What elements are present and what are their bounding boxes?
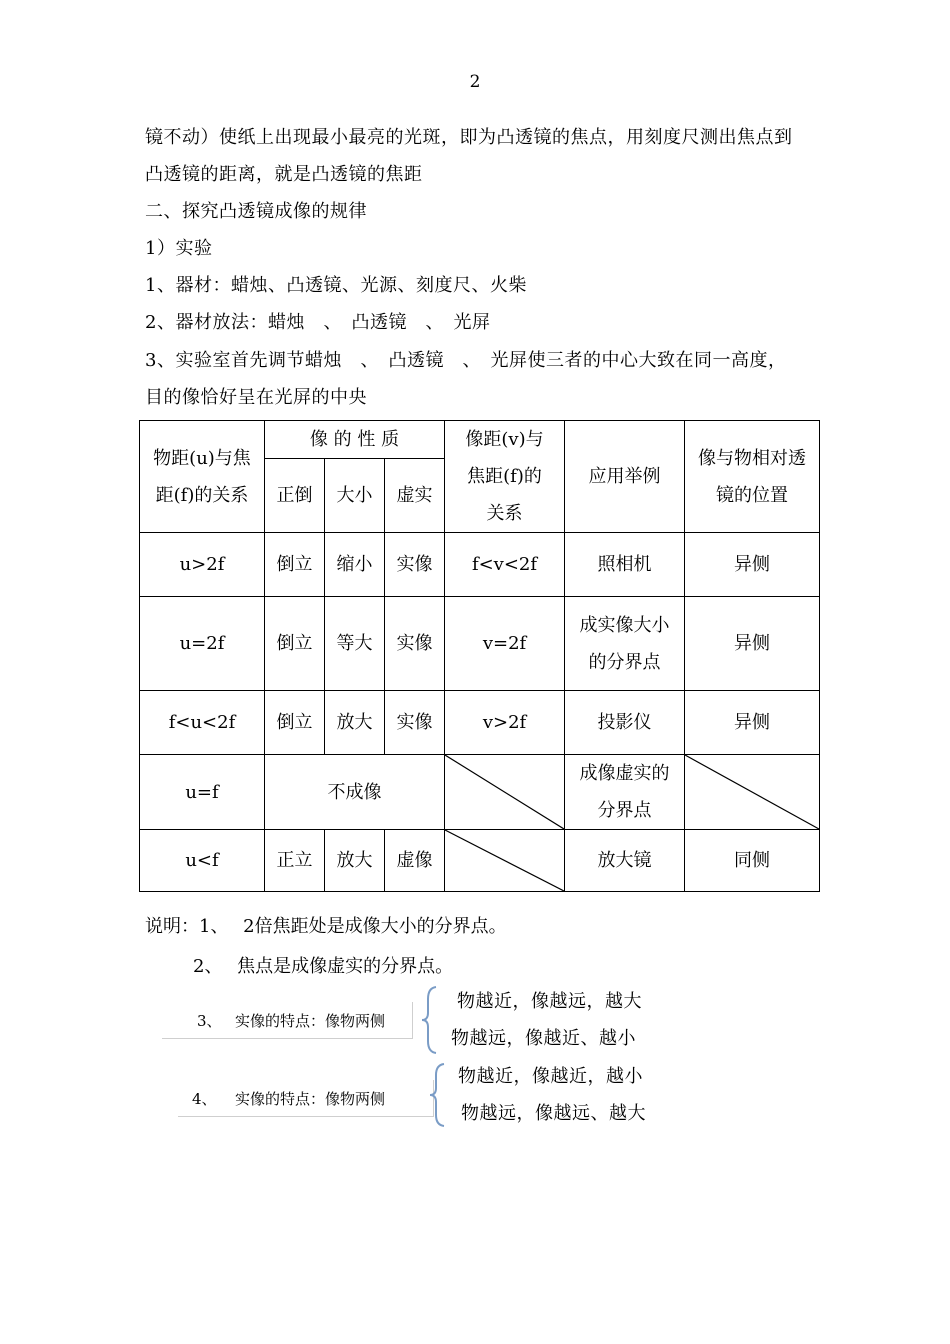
cell-application: 投影仪	[565, 691, 685, 755]
cell-size: 缩小	[325, 533, 385, 597]
paragraph-line: 1、器材：蜡烛、凸透镜、光源、刻度尺、火柴	[145, 275, 527, 296]
cell-position: 异侧	[685, 533, 820, 597]
diagonal-slash	[685, 755, 819, 829]
rule-4-number: 4、	[192, 1090, 217, 1108]
header-object-distance: 物距(u)与焦 距(f)的关系	[140, 421, 265, 533]
cell-orientation: 正立	[265, 830, 325, 892]
cell-position: 异侧	[685, 597, 820, 691]
cell-position: 同侧	[685, 830, 820, 892]
left-brace-icon	[420, 985, 440, 1055]
page-number: 2	[469, 72, 481, 92]
cell-position: 异侧	[685, 691, 820, 755]
rule-3-line-2: 物越远，像越近、越小	[451, 1028, 636, 1049]
header-relative-position: 像与物相对透 镜的位置	[685, 421, 820, 533]
cell-no-image: 不成像	[265, 755, 445, 830]
cell-u: f<u<2f	[140, 691, 265, 755]
cell-empty-diagonal	[445, 830, 565, 892]
cell-application: 照相机	[565, 533, 685, 597]
cell-u: u=f	[140, 755, 265, 830]
diagonal-slash	[445, 830, 564, 891]
header-size: 大小	[325, 459, 385, 533]
rule-3-label-box	[162, 1002, 413, 1039]
note-2: 2、 焦点是成像虚实的分界点。	[193, 956, 454, 977]
cell-application: 放大镜	[565, 830, 685, 892]
cell-size: 等大	[325, 597, 385, 691]
cell-real-virtual: 实像	[385, 691, 445, 755]
rule-3-line-1: 物越近，像越远，越大	[457, 991, 642, 1012]
rule-3-label: 实像的特点：像物两侧	[235, 1012, 386, 1030]
table-row	[140, 597, 820, 691]
cell-empty-diagonal	[685, 755, 820, 830]
header-real-virtual: 虚实	[385, 459, 445, 533]
rule-4-label-box	[178, 1080, 434, 1117]
cell-u: u<f	[140, 830, 265, 892]
note-1: 说明：1、 2倍焦距处是成像大小的分界点。	[145, 916, 507, 937]
table-row	[140, 830, 820, 892]
paragraph-line: 3、实验室首先调节蜡烛 、 凸透镜 、 光屏使三者的中心大致在同一高度，	[145, 350, 787, 371]
cell-real-virtual: 虚像	[385, 830, 445, 892]
lens-imaging-table	[139, 420, 820, 892]
header-application: 应用举例	[565, 421, 685, 533]
paragraph-line: 目的像恰好呈在光屏的中央	[145, 387, 367, 408]
rule-4-line-1: 物越近，像越近，越小	[458, 1066, 643, 1087]
cell-size: 放大	[325, 691, 385, 755]
cell-real-virtual: 实像	[385, 597, 445, 691]
cell-size: 放大	[325, 830, 385, 892]
header-image-distance: 像距(v)与 焦距(f)的 关系	[445, 421, 565, 533]
cell-v: f<v<2f	[445, 533, 565, 597]
rule-3-number: 3、	[197, 1012, 222, 1030]
diagonal-slash	[445, 755, 564, 829]
header-orientation: 正倒	[265, 459, 325, 533]
table-row	[140, 533, 820, 597]
cell-v: v>2f	[445, 691, 565, 755]
cell-application: 成像虚实的 分界点	[565, 755, 685, 830]
paragraph-line: 2、器材放法：蜡烛 、 凸透镜 、 光屏	[145, 312, 491, 333]
paragraph-line: 凸透镜的距离，就是凸透镜的焦距	[145, 164, 423, 185]
section-heading: 二、探究凸透镜成像的规律	[145, 201, 367, 222]
cell-orientation: 倒立	[265, 533, 325, 597]
rule-4-line-2: 物越远，像越远、越大	[461, 1103, 646, 1124]
cell-orientation: 倒立	[265, 597, 325, 691]
table-row	[140, 755, 820, 830]
cell-empty-diagonal	[445, 755, 565, 830]
cell-application: 成实像大小 的分界点	[565, 597, 685, 691]
cell-v: v=2f	[445, 597, 565, 691]
header-image-nature: 像 的 性 质	[265, 421, 445, 459]
cell-u: u=2f	[140, 597, 265, 691]
cell-orientation: 倒立	[265, 691, 325, 755]
rule-4-label: 实像的特点：像物两侧	[235, 1090, 386, 1108]
table-row	[140, 691, 820, 755]
paragraph-line: 镜不动）使纸上出现最小最亮的光斑，即为凸透镜的焦点，用刻度尺测出焦点到	[145, 127, 793, 148]
cell-real-virtual: 实像	[385, 533, 445, 597]
subsection-heading: 1）实验	[145, 238, 213, 259]
cell-u: u>2f	[140, 533, 265, 597]
left-brace-icon	[428, 1062, 448, 1128]
